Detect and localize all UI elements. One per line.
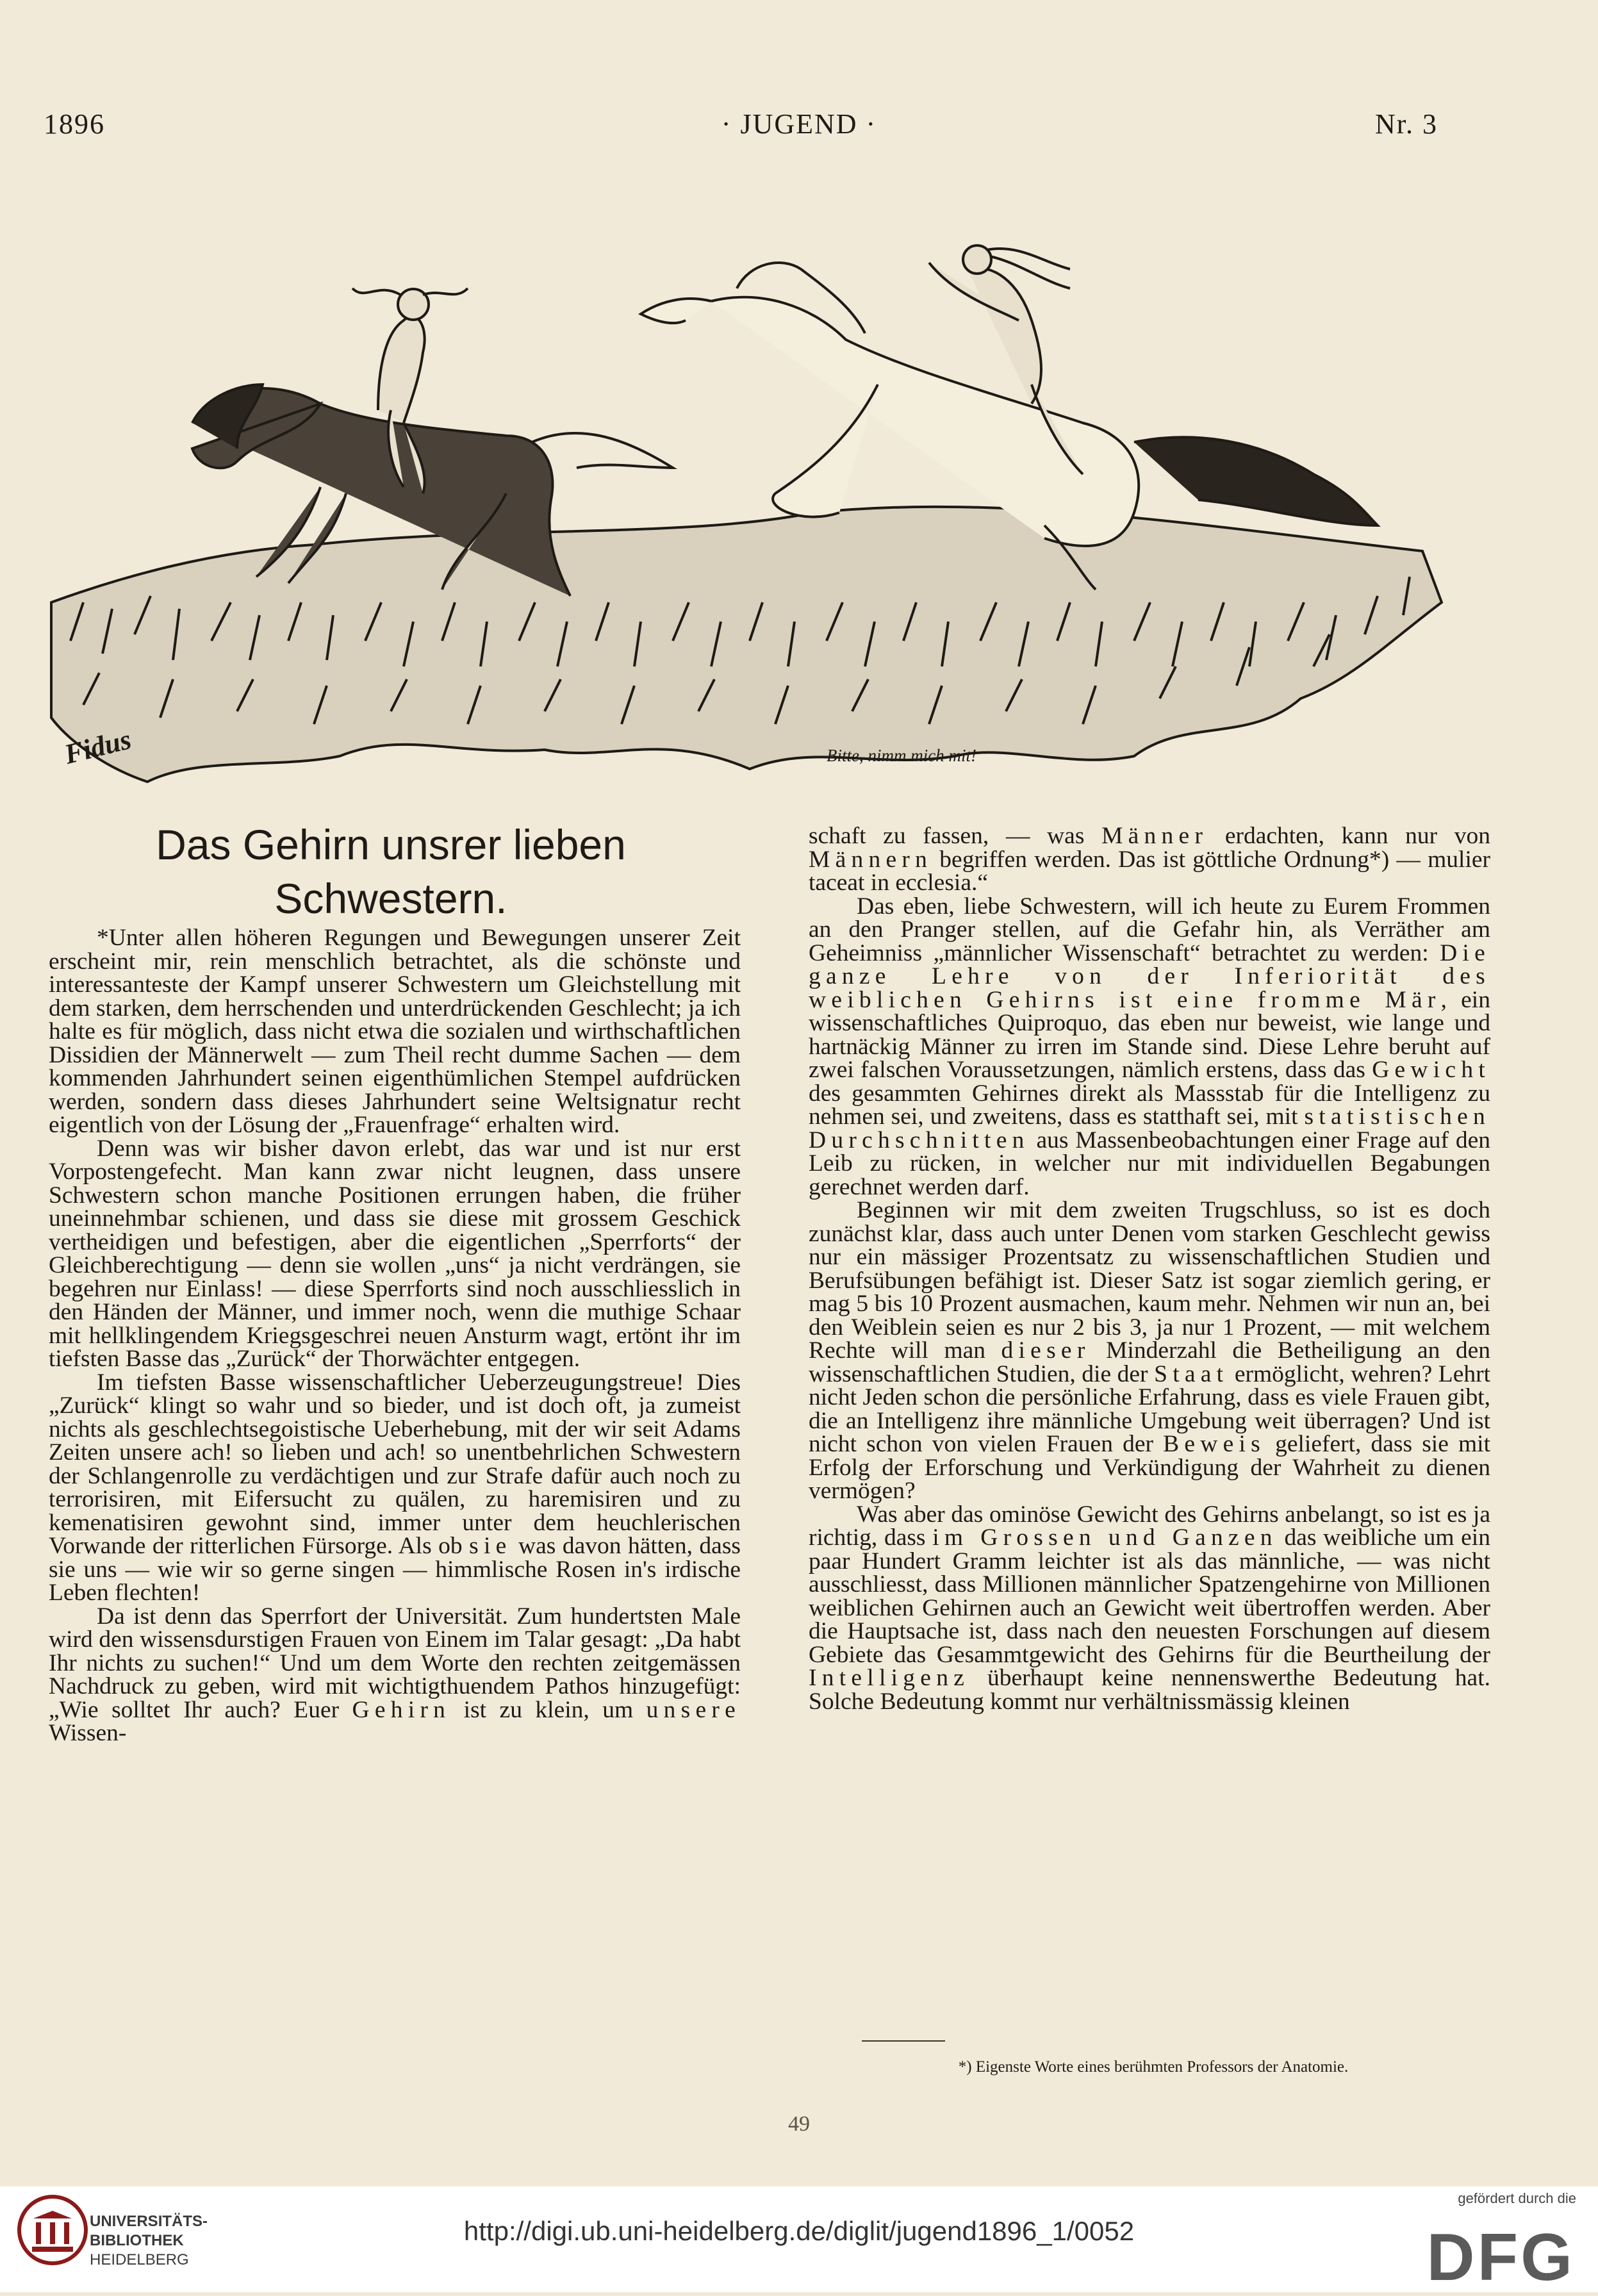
library-name: UNIVERSITÄTS- BIBLIOTHEK HEIDELBERG <box>90 2213 208 2268</box>
left-text-column <box>49 927 741 1746</box>
funding-label: gefördert durch die <box>1458 2190 1576 2206</box>
right-text-column <box>809 825 1490 1714</box>
article-title-line-1: Das Gehirn unsrer lieben <box>156 821 626 868</box>
paragraph: Beginnen wir mit dem zweiten Trugschluss, so ist es doch zunächst klar, dass auch unter Denen vom starken Geschlecht gewiss nur ein mässiger Prozentsatz zu wissenschaftlichen Studien und Berufsübungen befähigt ist. Dieser Satz ist sogar ziemlich gering, er mag 5 bis 10 Prozent ausmachen, kaum mehr. Nehmen wir nun an, bei den Weiblein seien es nur 2 bis 3, ja nur 1 Prozent, — mit welchem Rechte will man dieser Minderzahl die Betheiligung an den wissenschaftlichen Studien, die der Staat ermöglicht, wehren? Lehrt nicht Jeden schon die persönliche Erfahrung, dass es viele Frauen gibt, die an Intelligenz ihre männliche Umgebung weit überragen? Und ist nicht schon von vielen Frauen der Beweis geliefert, dass sie mit Erfolg der Erforschung und Verkündigung der Wahrheit zu dienen vermögen? <box>809 1197 1490 1504</box>
footnote: *) Eigenste Worte eines berühmten Professors der Anatomie. <box>958 2058 1349 2076</box>
paragraph: Das eben, liebe Schwestern, will ich heute zu Eurem Frommen an den Pranger stellen, auf die Gefahr hin, als Verräther am Geheimniss „männlicher Wissenschaft“ betrachtet zu werden: Die ganze Lehre von der Inferiorität des weiblichen Gehirns ist eine fromme Mär, ein wissenschaftliches Quiproquo, das eben nur beweist, wie lange und hartnäckig Männer zu irren im Stande sind. Diese Lehre beruht auf zwei falschen Voraussetzungen, nämlich erstens, dass das Gewicht des gesammten Gehirnes direkt als Massstab für die Intelligenz zu nehmen sei, und zweitens, dass es statthaft sei, mit statistischen Durchschnitten aus Massenbeobachtungen einer Frage auf den Leib zu rücken, in welcher nur mit individuellen Begabungen gerechnet werden darf. <box>809 893 1490 1200</box>
article-title <box>58 818 724 925</box>
paragraph: Denn was wir bisher davon erlebt, das war und ist nur erst Vorpostengefecht. Man kann zwar nicht leugnen, dass unsere Schwestern schon manche Positionen errungen haben, die früher uneinnehmbar schienen, und dass sie diese mit grossem Geschick vertheidigen und befestigen, aber die eigentlichen „Sperrforts“ der Gleichberechtigung — denn sie wollen „uns“ ja nicht verdrängen, sie begehren nur Einlass! — diese Sperrforts sind noch ausschliesslich in den Händen der Männer, und immer noch, wenn die muthige Schaar mit hellklingendem Kriegsgeschrei neuen Ansturm wagt, ertönt ihr im tiefsten Basse das „Zurück“ der Thorwächter entgegen. <box>49 1135 741 1372</box>
source-url-link[interactable]: http://digi.ub.uni-heidelberg.de/diglit/jugend1896_1/0052 <box>463 2216 1135 2246</box>
header-journal-title: · JUGEND · <box>721 108 877 140</box>
illustration-caption: Bitte, nimm mich mit! <box>827 746 976 765</box>
page-number: 49 <box>788 2112 810 2136</box>
illustrator-signature: Fidus <box>61 723 135 770</box>
header-year: 1896 <box>44 108 105 140</box>
footnote-divider <box>862 2040 945 2042</box>
paragraph: *Unter allen höheren Regungen und Bewegungen unserer Zeit erscheint mir, rein menschlich betrachtet, als die schönste und interessanteste der Kampf unserer Schwestern um Gleichstellung mit dem starken, dem herrschenden und unterdrückenden Geschlecht; ja ich halte es für möglich, dass nicht etwa die sozialen und wirthschaftlichen Dissidien der Männerwelt — zum Theil recht dumme Sachen — dem kommenden Jahrhundert seinen eigenthümlichen Stempel aufdrücken werden, sondern dass dieses Jahrhundert seine Weltsignatur recht eigentlich von der Lösung der „Frauenfrage“ erhalten wird. <box>49 925 741 1138</box>
paragraph: schaft zu fassen, — was Männer erdachten, kann nur von Männern begriffen werden. Das ist göttliche Ordnung*) — mulier taceat in ecclesia.“ <box>809 823 1490 896</box>
header-issue-number: Nr. 3 <box>1375 108 1438 140</box>
paragraph: Da ist denn das Sperrfort der Universität. Zum hundertsten Male wird den wissensdurstigen Frauen von Einem im Talar gesagt: „Da habt Ihr nichts zu suchen!“ Und um dem Worte den rechten zeitgemässen Nachdruck zu geben, wird mit wichtigthuendem Pathos hinzugefügt: „Wie solltet Ihr auch? Euer Gehirn ist zu klein, um unsere Wissen- <box>49 1603 741 1746</box>
paragraph: Im tiefsten Basse wissenschaftlicher Ueberzeugungstreue! Dies „Zurück“ klingt so wahr und so bieder, und ist doch oft, ja zumeist nichts als geschlechtsegoistische Ueberhebung, mit der wir seit Adams Zeiten unsere ach! so lieben und ach! so unentbehrlichen Schwestern der Schlangenrolle zu verdächtigen und zur Strafe dafür auch noch zu terrorisiren, mit Eifersucht zu quälen, zu haremisiren und zu kemenatisiren gewohnt sind, immer unter dem heuchlerischen Vorwande der ritterlichen Fürsorge. Als ob sie was davon hätten, dass sie uns — wie wir so gerne singen — himmlische Rosen in's irdische Leben flechten! <box>49 1369 741 1606</box>
article-title-line-2: Schwestern. <box>274 875 507 922</box>
paragraph: Was aber das ominöse Gewicht des Gehirns anbelangt, so ist es ja richtig, dass im Grossen und Ganzen das weibliche um ein paar Hundert Gramm leichter ist als das männliche, — was nicht ausschliesst, dass Millionen männlicher Spatzengehirne von Millionen weiblichen Gehirnen auch an Gewicht weit übertroffen werden. Aber die Hauptsache ist, dass nach den neuesten Forschungen auf diesem Gebiete das Gesammtgewicht des Gehirns für die Beurtheilung der Intelligenz überhaupt keine nennenswerthe Bedeutung hat. Solche Bedeutung kommt nur verhältnissmässig kleinen <box>809 1501 1490 1715</box>
dfg-logo: DFG <box>1426 2220 1575 2295</box>
illustration-riders-on-horses <box>45 192 1487 795</box>
